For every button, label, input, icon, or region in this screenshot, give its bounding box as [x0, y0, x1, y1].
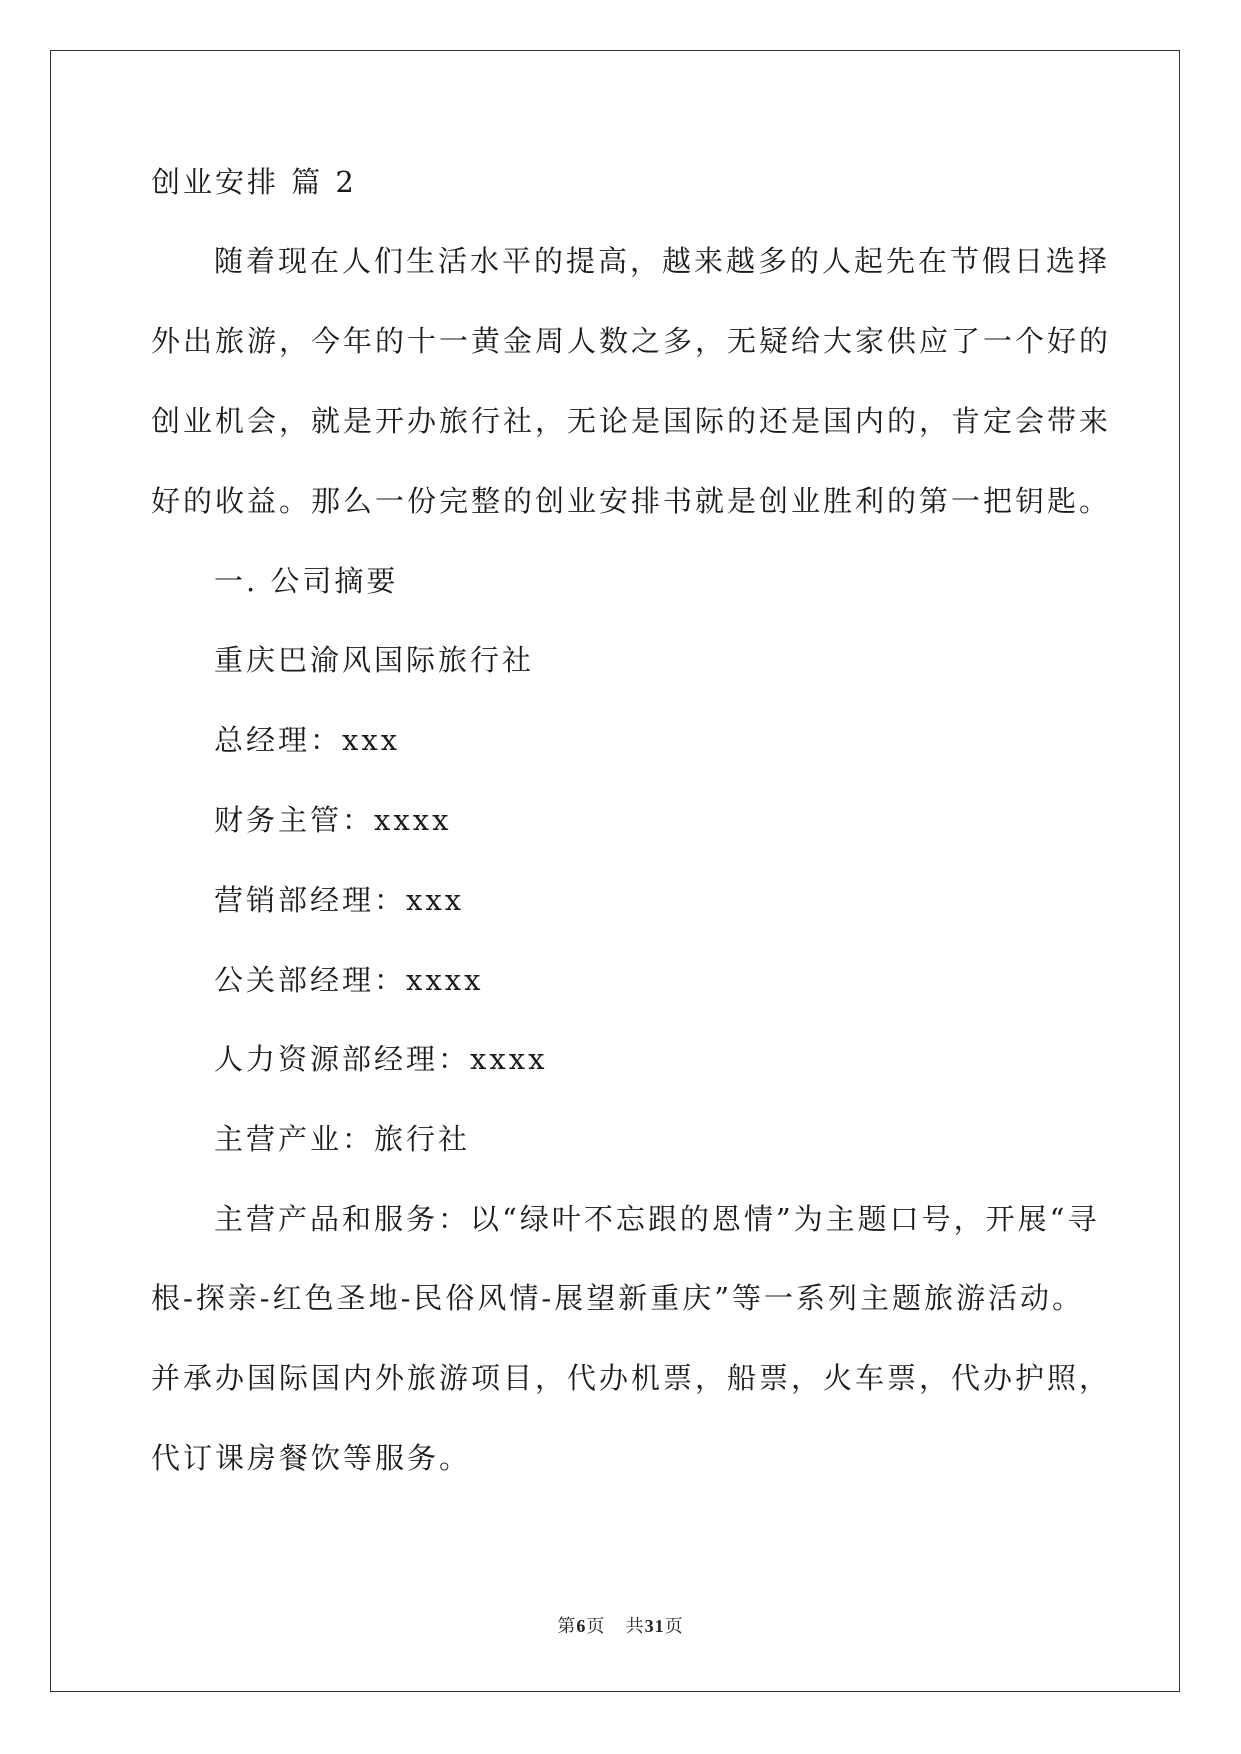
section-title: 一. 公司摘要: [214, 564, 399, 598]
staff-finance-manager: 财务主管：xxxx: [214, 803, 452, 837]
footer-prefix: 第: [557, 1616, 577, 1637]
products-line-3: 并承办国际国内外旅游项目，代办机票，船票，火车票，代办护照，: [151, 1361, 1112, 1395]
staff-general-manager: 总经理：xxx: [214, 723, 401, 757]
document-heading: 创业安排 篇 2: [151, 165, 357, 199]
staff-hr-manager: 人力资源部经理：xxxx: [214, 1042, 548, 1076]
intro-line-2: 外出旅游，今年的十一黄金周人数之多，无疑给大家供应了一个好的: [151, 324, 1112, 358]
total-pages-number: 31: [644, 1616, 665, 1636]
intro-line-1: 随着现在人们生活水平的提高，越来越多的人起先在节假日选择: [214, 244, 1111, 278]
main-industry: 主营产业：旅行社: [214, 1122, 471, 1156]
products-line-1: 主营产品和服务：以“绿叶不忘跟的恩情”为主题口号，开展“寻: [214, 1202, 1100, 1236]
company-name: 重庆巴渝风国际旅行社: [214, 643, 535, 677]
staff-marketing-manager: 营销部经理：xxx: [214, 883, 465, 917]
staff-pr-manager: 公关部经理：xxxx: [214, 963, 484, 997]
footer-total-prefix: 共: [625, 1616, 645, 1637]
footer-total-unit: 页: [664, 1616, 684, 1637]
intro-line-4: 好的收益。那么一份完整的创业安排书就是创业胜利的第一把钥匙。: [151, 484, 1112, 518]
page-footer: [0, 1612, 1241, 1638]
products-line-4: 代订课房餐饮等服务。: [151, 1441, 472, 1475]
footer-page-unit: 页: [586, 1616, 606, 1637]
intro-line-3: 创业机会，就是开办旅行社，无论是国际的还是国内的，肯定会带来: [151, 404, 1112, 438]
products-line-2: 根-探亲-红色圣地-民俗风情-展望新重庆”等一系列主题旅游活动。: [151, 1281, 1085, 1315]
current-page-number: 6: [576, 1616, 587, 1636]
